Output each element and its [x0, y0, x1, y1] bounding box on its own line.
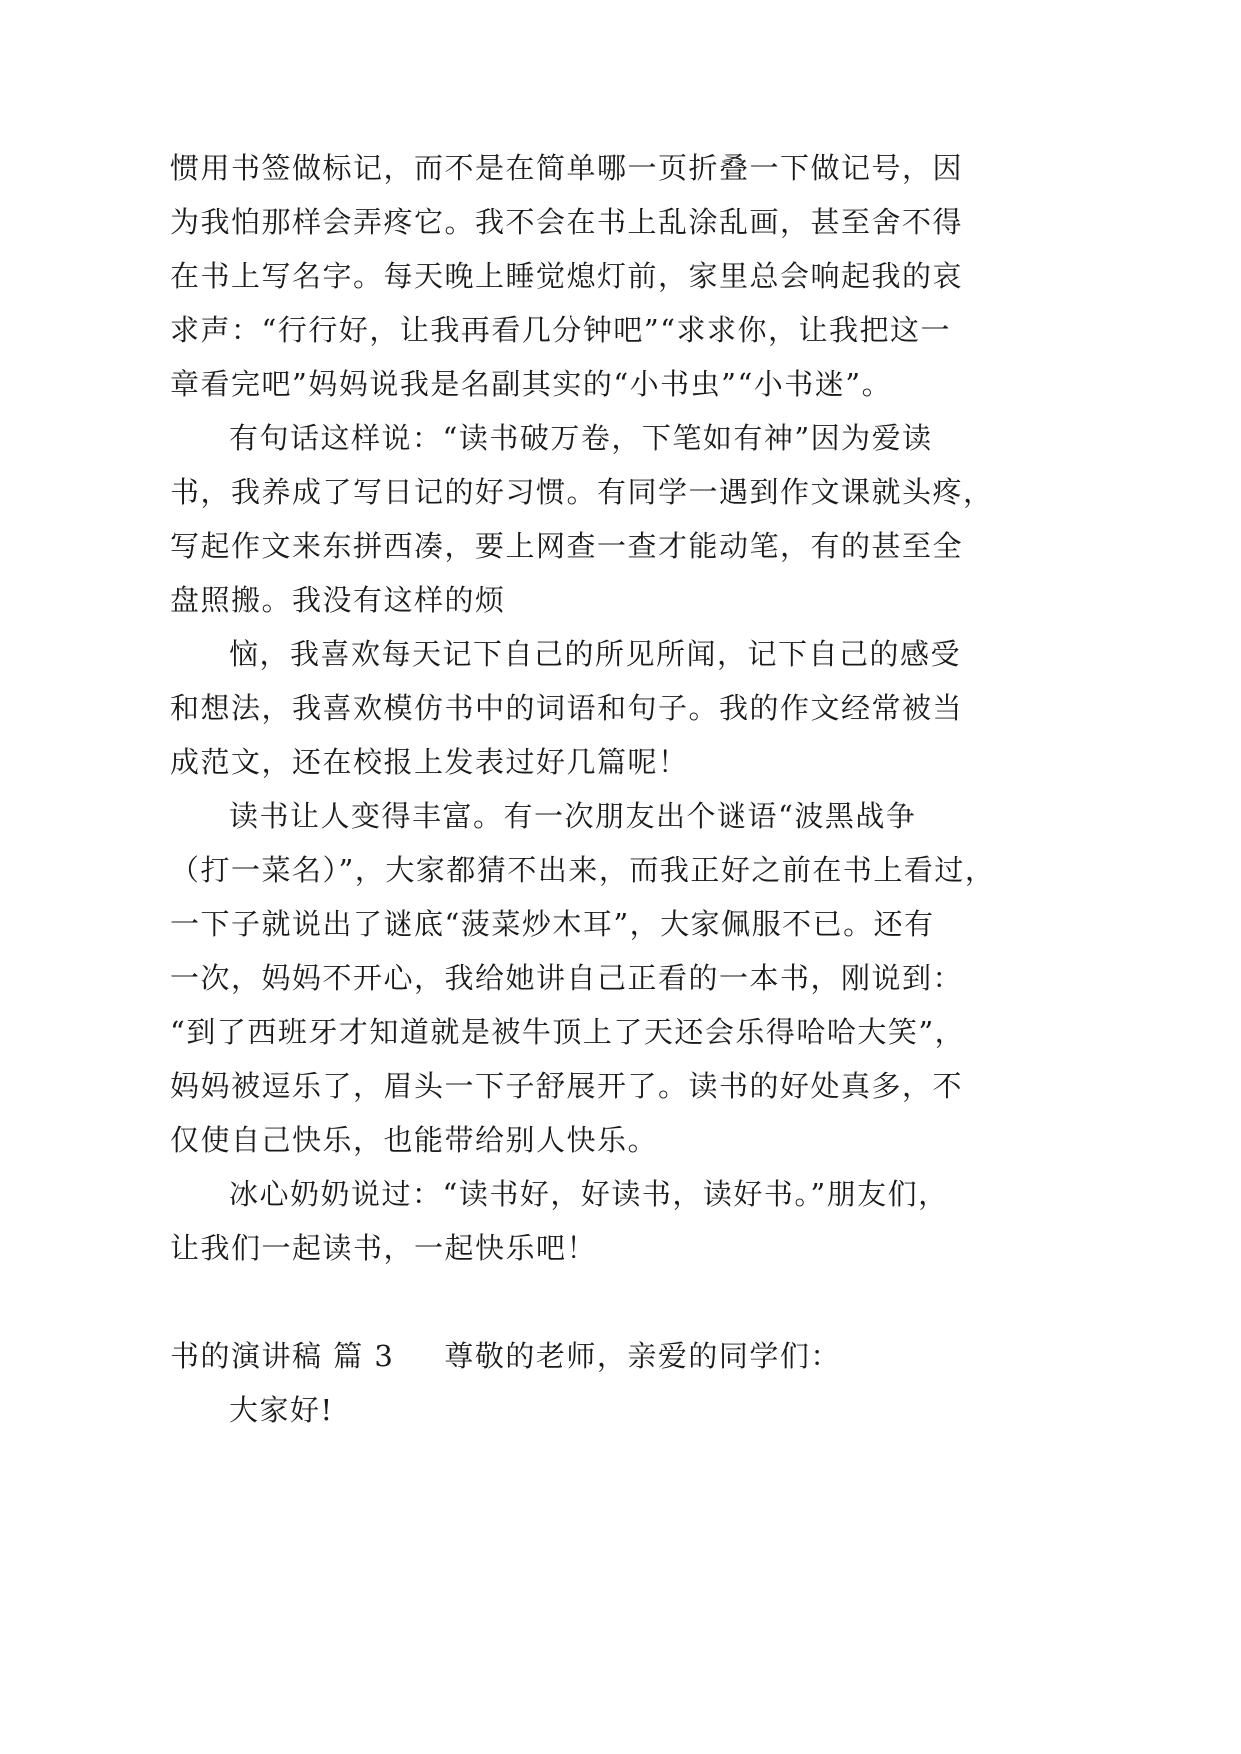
text-line: 为我怕那样会弄疼它。我不会在书上乱涂乱画，甚至舍不得	[170, 205, 964, 239]
text-line: 仅使自己快乐，也能带给别人快乐。	[170, 1123, 659, 1157]
paragraph-start: 读书让人变得丰富。有一次朋友出个谜语“波黑战争	[229, 799, 917, 833]
paragraph-start: 有句话这样说：“读书破万卷，下笔如有神”因为爱读	[229, 421, 933, 455]
text-line: 章看完吧”妈妈说我是名副其实的“小书虫”“小书迷”。	[170, 367, 893, 401]
text-line: 一次，妈妈不开心，我给她讲自己正看的一本书，刚说到：	[170, 961, 964, 995]
text-line: 求声：“行行好，让我再看几分钟吧”“求求你，让我把这一	[170, 313, 951, 347]
paragraph-start: 恼，我喜欢每天记下自己的所见所闻，记下自己的感受	[229, 637, 962, 671]
section-heading-line	[170, 1336, 841, 1376]
text-line: 盘照搬。我没有这样的烦	[170, 583, 506, 617]
text-line: 和想法，我喜欢模仿书中的词语和句子。我的作文经常被当	[170, 691, 964, 725]
greeting-text: 尊敬的老师，亲爱的同学们：	[444, 1339, 841, 1373]
text-line: 书，我养成了写日记的好习惯。有同学一遇到作文课就头疼，	[170, 475, 994, 509]
text-line: 惯用书签做标记，而不是在简单哪一页折叠一下做记号，因	[170, 151, 964, 185]
paragraph-start: 冰心奶奶说过：“读书好，好读书，读好书。”朋友们，	[229, 1177, 949, 1211]
text-line: 写起作文来东拼西凑，要上网查一查才能动笔，有的甚至全	[170, 529, 964, 563]
text-line: （打一菜名）”，大家都猜不出来，而我正好之前在书上看过，	[170, 853, 996, 887]
text-line: 让我们一起读书，一起快乐吧！	[170, 1231, 598, 1265]
text-line: 成范文，还在校报上发表过好几篇呢！	[170, 745, 689, 779]
text-line: 一下子就说出了谜底“菠菜炒木耳”，大家佩服不已。还有	[170, 907, 935, 941]
section-title: 书的演讲稿 篇 3	[170, 1339, 395, 1373]
text-line: 妈妈被逗乐了，眉头一下子舒展开了。读书的好处真多，不	[170, 1069, 964, 1103]
salutation-text: 大家好!	[229, 1393, 334, 1427]
text-line: “到了西班牙才知道就是被牛顶上了天还会乐得哈哈大笑”，	[170, 1015, 966, 1049]
text-line: 在书上写名字。每天晚上睡觉熄灯前，家里总会响起我的哀	[170, 259, 964, 293]
